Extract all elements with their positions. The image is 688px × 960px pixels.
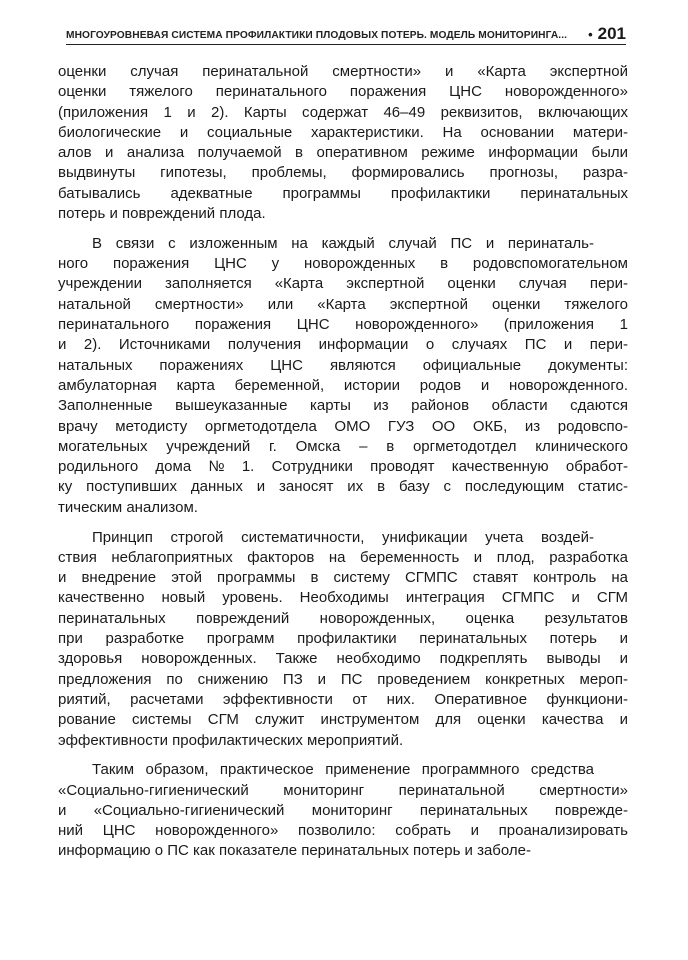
paragraph	[58, 62, 628, 224]
text-line: ного поражения ЦНС у новорожденных в родовспомогательном	[58, 255, 628, 273]
text-line: потерь и повреждений плода.	[58, 205, 266, 223]
text-line: качественно новый уровень. Необходимы интеграция СГМПС и СГМ	[58, 589, 628, 607]
text-line: информацию о ПС как показателе перинатальных потерь и заболе-	[58, 842, 532, 860]
page-number: 201	[597, 24, 626, 43]
text-line: ний ЦНС новорожденного» позволило: собрать и проанализировать	[58, 822, 628, 840]
text-line: предложения по снижению ПЗ и ПС проведением конкретных мероп-	[58, 670, 628, 688]
text-line: перинатального поражения ЦНС новорожденного» (приложения 1	[58, 316, 628, 334]
text-line: и внедрение этой программы в систему СГМПС ставят контроль на	[58, 569, 628, 587]
text-line: врачу методисту оргметодотдела ОМО ГУЗ ОО ОКБ, из родовспо-	[58, 417, 628, 435]
text-line: могательных учреждений г. Омска – в оргметодотдел клинического	[58, 437, 628, 455]
bullet-separator: •	[588, 27, 593, 42]
text-line: перинатальных повреждений новорожденных, оценка результатов	[58, 609, 628, 627]
running-title: МНОГОУРОВНЕВАЯ СИСТЕМА ПРОФИЛАКТИКИ ПЛОДОВЫХ ПОТЕРЬ. МОДЕЛЬ МОНИТОРИНГА...	[66, 30, 568, 41]
paragraph	[58, 760, 628, 861]
paragraph	[58, 528, 628, 751]
text-line: и 2). Источниками получения информации о случаях ПС и пери-	[58, 336, 628, 354]
text-line: учреждении заполняется «Карта экспертной оценки случая пери-	[58, 275, 628, 293]
text-line: натальных поражениях ЦНС являются официальные документы:	[58, 356, 628, 374]
text-line: риятий, расчетами эффективности от них. Оперативное функциони-	[58, 690, 628, 708]
text-line: алов и анализа получаемой в оперативном режиме информации были	[58, 144, 628, 162]
text-line: здоровья новорожденных. Также необходимо подкреплять выводы и	[58, 650, 628, 668]
text-line: при разработке программ профилактики перинатальных потерь и	[58, 630, 628, 648]
text-line: В связи с изложенным на каждый случай ПС и перинаталь-	[92, 234, 594, 252]
page-number-group	[588, 25, 626, 44]
text-line: биологические и социальные характеристики. На основании матери-	[58, 123, 628, 141]
text-line: Заполненные вышеуказанные карты из районов области сдаются	[58, 397, 628, 415]
paragraph	[58, 234, 628, 518]
text-line: оценки случая перинатальной смертности» и «Карта экспертной	[58, 63, 628, 80]
text-line: Таким образом, практическое применение программного средства	[92, 761, 594, 779]
running-header	[66, 22, 626, 45]
body-text	[58, 62, 628, 871]
text-line: и «Социально-гигиенический мониторинг перинатальных поврежде-	[58, 801, 628, 819]
text-line: батывались адекватные программы профилактики перинатальных	[58, 184, 628, 202]
text-line: родильного дома № 1. Сотрудники проводят качественную обработ-	[58, 458, 628, 476]
text-line: Принцип строгой систематичности, унификации учета воздей-	[92, 528, 594, 546]
text-line: рование системы СГМ служит инструментом для оценки качества и	[58, 711, 628, 729]
text-line: ствия неблагоприятных факторов на беременность и плод, разработка	[58, 548, 628, 566]
text-line: «Социально-гигиенический мониторинг перинатальной смертности»	[58, 781, 628, 799]
text-line: выдвинуты гипотезы, проблемы, формировались прогнозы, разра-	[58, 164, 628, 182]
text-line: ку поступивших данных и заносят их в базу с последующим статис-	[58, 478, 628, 496]
text-line: тическим анализом.	[58, 498, 198, 516]
text-line: оценки тяжелого перинатального поражения ЦНС новорожденного»	[58, 83, 628, 101]
text-line: амбулаторная карта беременной, истории родов и новорожденного.	[58, 376, 628, 394]
text-line: (приложения 1 и 2). Карты содержат 46–49 реквизитов, включающих	[58, 103, 628, 121]
text-line: эффективности профилактических мероприятий.	[58, 731, 404, 749]
text-line: натальной смертности» или «Карта экспертной оценки тяжелого	[58, 295, 628, 313]
